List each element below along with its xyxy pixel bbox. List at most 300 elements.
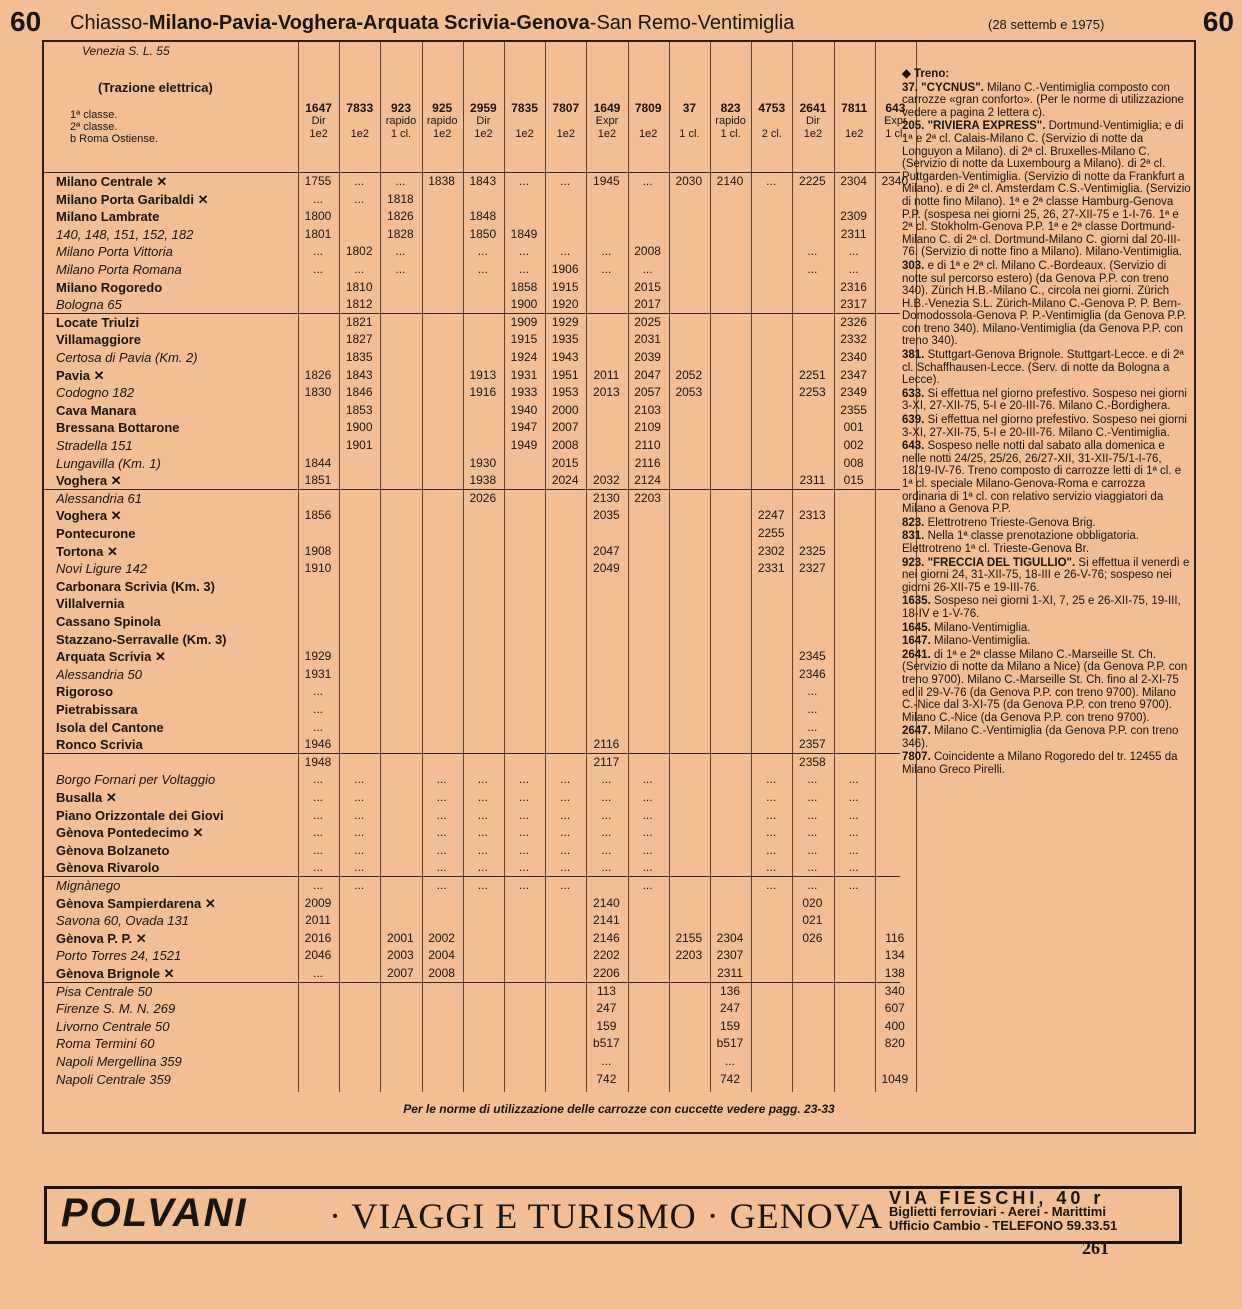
time-cell: ... — [642, 772, 653, 787]
time-cell: ... — [642, 262, 653, 276]
time-cell: 2140 — [593, 895, 620, 910]
time-cell: ... — [560, 174, 571, 188]
train-note — [902, 82, 1192, 120]
time-cell: 2047 — [634, 367, 661, 382]
train-type: Expr — [884, 115, 907, 127]
ad-address-street: VIA FIESCHI, 40 r — [889, 1188, 1105, 1208]
station-name: Pietrabissara — [56, 702, 138, 717]
time-cell: ... — [807, 262, 818, 276]
train-note-label: 1635. — [902, 595, 934, 608]
train-note — [902, 649, 1192, 725]
time-cell: 2357 — [799, 737, 826, 752]
time-cell: 2052 — [675, 367, 703, 382]
time-cell: 1931 — [304, 666, 332, 681]
time-cell: 1821 — [345, 314, 373, 329]
timetable-date: (28 settemb e 1975) — [988, 17, 1105, 32]
time-cell: 2355 — [840, 402, 867, 417]
train-column-header — [504, 102, 545, 141]
time-cell: ... — [642, 174, 653, 188]
station-name: Codogno 182 — [56, 385, 135, 401]
train-num: 7833 — [346, 101, 374, 115]
legend-title: (Trazione elettrica) — [98, 80, 213, 95]
time-cell: 1940 — [510, 402, 538, 417]
train-note-label: 823. — [902, 516, 928, 529]
time-cell: 1908 — [304, 543, 332, 558]
time-cell: 742 — [596, 1071, 617, 1086]
ad-line-3: Ufficio Cambio - TELEFONO 59.33.51 — [889, 1218, 1118, 1233]
train-cls: 1e2 — [515, 128, 534, 140]
time-cell: 2007 — [551, 420, 579, 435]
time-cell: 2035 — [593, 508, 620, 523]
time-cell: ... — [848, 825, 859, 840]
time-cell: 2311 — [717, 966, 743, 980]
title-part-bold: Milano-Pavia-Voghera-Arquata Scrivia-Genova — [148, 12, 590, 34]
station-name: Milano Porta Romana — [56, 262, 182, 277]
train-num: 1649 — [593, 101, 621, 115]
station-name: Alessandria 61 — [56, 490, 142, 506]
time-cell: ... — [312, 684, 323, 699]
time-cell: 2251 — [799, 367, 826, 382]
page-footer-number: 261 — [1082, 1238, 1109, 1258]
time-cell: 1843 — [469, 174, 497, 188]
time-cell: ... — [766, 174, 777, 188]
train-type — [834, 115, 875, 128]
time-cell: ... — [477, 262, 488, 276]
train-cls: 1e2 — [474, 128, 493, 140]
time-cell: 2030 — [675, 174, 703, 188]
train-column-header — [586, 102, 627, 141]
time-cell: 2340 — [881, 174, 909, 188]
station-name: Bologna 65 — [56, 297, 122, 313]
time-cell: 2016 — [304, 930, 332, 945]
time-cell: 134 — [884, 948, 905, 963]
time-cell: 1849 — [510, 226, 538, 241]
time-cell: ... — [601, 772, 612, 787]
time-cell: ... — [642, 807, 653, 822]
ad-brand: POLVANI — [61, 1191, 248, 1235]
time-cell: 2349 — [840, 385, 867, 400]
time-cell: ... — [807, 807, 818, 822]
train-num: 7809 — [634, 101, 662, 115]
train-note-text: Coincidente a Milano Rogoredo del tr. 12455 da Milano Greco Pirelli. — [902, 751, 1178, 777]
time-cell: 2206 — [593, 966, 620, 980]
station-name: Pontecurone — [56, 526, 136, 541]
legend-line: b Roma Ostiense. — [70, 133, 159, 145]
time-cell: ... — [312, 191, 323, 206]
station-name: Milano Porta Garibaldi ✕ — [56, 191, 209, 207]
time-cell: 1830 — [304, 385, 332, 400]
station-name: Milano Lambrate — [56, 209, 160, 225]
time-cell: 1946 — [304, 737, 332, 752]
time-cell: 1901 — [345, 438, 373, 452]
train-type: rapido — [426, 115, 458, 127]
time-cell: ... — [560, 860, 571, 875]
train-note-label: 37. "CYCNUS". — [902, 81, 988, 94]
time-cell: 2203 — [675, 948, 703, 963]
time-cell: ... — [518, 772, 529, 787]
train-note-text: Si effettua il venerdì e nei giorni 24, 31-XII-75, 18-III e 26-V-76; sospeso nei giorni 26-XII-75 e 19-III-76. — [902, 556, 1190, 594]
section-rule — [44, 489, 900, 490]
station-name: Porto Torres 24, 1521 — [56, 948, 182, 964]
time-cell: 2007 — [387, 966, 414, 980]
train-num: 823 — [720, 101, 741, 115]
time-cell: ... — [642, 825, 653, 840]
time-cell: 2017 — [634, 297, 661, 312]
station-name: Rigoroso — [56, 684, 114, 700]
time-cell: 2255 — [757, 526, 785, 540]
station-name: 140, 148, 151, 152, 182 — [56, 226, 194, 242]
time-cell: ... — [848, 772, 859, 787]
train-column-header — [422, 102, 463, 141]
time-cell: 1851 — [304, 473, 332, 488]
time-cell: ... — [518, 262, 529, 276]
station-name: Savona 60, Ovada 131 — [56, 913, 189, 929]
time-cell: 2146 — [593, 930, 620, 945]
time-cell: ... — [642, 842, 653, 857]
station-name: Lungavilla (Km. 1) — [56, 455, 161, 471]
time-cell: 1913 — [469, 367, 497, 382]
time-cell: 002 — [843, 438, 864, 452]
page-header — [10, 6, 1234, 38]
train-note-label: 831. — [902, 530, 928, 543]
train-note-text: Si effettua nel giorno prefestivo. Sospeso nei giorni 3-XI, 27-XII-75, 5-I e 20-III-76. Milano C.-Bordighera. — [902, 387, 1187, 413]
time-cell: 1900 — [345, 420, 373, 435]
train-type: Dir — [311, 115, 326, 127]
station-name: Stazzano-Serravalle (Km. 3) — [56, 631, 227, 647]
time-cell: ... — [560, 878, 571, 892]
time-cell: ... — [724, 1054, 735, 1068]
station-name: Bressana Bottarone — [56, 420, 180, 436]
time-cell: ... — [601, 1054, 612, 1068]
train-cls: 1e2 — [309, 128, 328, 140]
train-note-label: 643. — [902, 440, 928, 453]
time-cell: 1930 — [469, 455, 497, 470]
time-cell: ... — [560, 772, 571, 787]
time-cell: ... — [477, 807, 488, 822]
time-cell: ... — [312, 807, 323, 822]
time-cell: ... — [354, 262, 365, 276]
train-column-header — [298, 102, 339, 141]
station-name: Certosa di Pavia (Km. 2) — [56, 350, 198, 365]
train-type — [339, 115, 380, 128]
time-cell: 2025 — [634, 314, 661, 329]
train-note-text: Milano-Ventimiglia. — [933, 621, 1031, 634]
station-name: Locate Triulzi — [56, 314, 140, 330]
time-cell: ... — [642, 878, 653, 892]
time-cell: 1828 — [387, 226, 414, 241]
train-note-label: 381. — [902, 349, 928, 362]
time-cell: 1826 — [304, 367, 332, 382]
time-cell: 2311 — [799, 473, 826, 488]
time-cell: ... — [477, 790, 488, 804]
train-note-label: 205. "RIVIERA EXPRESS". — [902, 120, 1049, 133]
station-name: Busalla ✕ — [56, 790, 117, 805]
station-name: Gènova Sampierdarena ✕ — [56, 895, 216, 911]
station-name: Pavia ✕ — [56, 367, 105, 383]
train-type — [751, 115, 792, 128]
time-cell: 607 — [884, 1001, 905, 1016]
time-cell: 1900 — [510, 297, 538, 312]
train-cls: 1 cl. — [390, 128, 412, 140]
time-cell: 1915 — [510, 332, 538, 347]
time-cell: 2013 — [593, 385, 620, 400]
time-cell: ... — [312, 966, 323, 980]
column-divider — [463, 42, 464, 1092]
time-cell: 820 — [884, 1036, 905, 1051]
time-cell: 1800 — [304, 209, 332, 224]
time-cell: ... — [395, 174, 406, 188]
train-num: 37 — [682, 101, 697, 115]
time-cell: 1826 — [387, 209, 414, 224]
time-cell: ... — [518, 825, 529, 840]
train-cls: 1e2 — [556, 128, 575, 140]
page-number-right: 60 — [1202, 6, 1234, 37]
time-cell: 2003 — [387, 948, 414, 963]
time-cell: ... — [354, 878, 365, 892]
time-cell: 1931 — [510, 367, 538, 382]
train-note — [902, 414, 1192, 439]
time-cell: 2347 — [840, 367, 867, 382]
time-cell: 1945 — [593, 174, 620, 188]
time-cell: 116 — [885, 930, 905, 945]
train-type: rapido — [715, 115, 746, 127]
train-column-header — [545, 102, 586, 141]
time-cell: 2326 — [840, 314, 867, 329]
time-cell: 1920 — [551, 297, 579, 312]
section-rule — [44, 172, 900, 173]
time-cell: ... — [807, 825, 818, 840]
train-note-text: Nella 1ª classe prenotazione obbligatoria. Elettrotreno 1ª cl. Trieste-Genova Br. — [902, 530, 1139, 555]
train-note-text: Milano-Ventimiglia. — [933, 635, 1031, 648]
station-name: Carbonara Scrivia (Km. 3) — [56, 578, 215, 594]
train-type: Dir — [476, 115, 491, 127]
time-cell: 159 — [719, 1018, 741, 1033]
station-name: Milano Rogoredo — [56, 279, 163, 295]
time-cell: 2225 — [799, 174, 826, 188]
time-cell: ... — [312, 719, 323, 734]
time-cell: ... — [601, 825, 612, 840]
section-rule — [44, 876, 900, 877]
train-cls: 1 cl. — [885, 128, 906, 140]
train-cls: 1 cl. — [720, 128, 741, 140]
train-num: 2959 — [470, 101, 497, 115]
time-cell: 2313 — [799, 508, 826, 523]
time-cell: ... — [642, 860, 653, 875]
time-cell: ... — [601, 860, 612, 875]
time-cell: ... — [436, 790, 447, 804]
time-cell: b517 — [716, 1036, 744, 1051]
time-cell: ... — [560, 244, 571, 259]
time-cell: 2039 — [634, 350, 661, 364]
time-cell: 2130 — [593, 490, 620, 505]
time-cell: 001 — [843, 420, 864, 435]
ad-tagline: · VIAGGI E TURISMO · GENOVA — [329, 1196, 883, 1236]
time-cell: ... — [436, 772, 447, 787]
time-cell: ... — [518, 878, 529, 892]
train-column-header — [710, 102, 751, 141]
time-cell: 2253 — [799, 385, 826, 400]
time-cell: 1909 — [510, 314, 538, 329]
train-note — [902, 635, 1192, 648]
train-type — [669, 115, 710, 128]
time-cell: 1929 — [304, 649, 332, 664]
station-name: Novi Ligure 142 — [56, 561, 148, 577]
time-cell: 2031 — [634, 332, 661, 347]
time-cell: 2325 — [799, 543, 826, 558]
time-cell: 2346 — [799, 666, 826, 681]
time-cell: 1838 — [428, 174, 455, 188]
time-cell: 159 — [596, 1018, 617, 1033]
station-name: Villamaggiore — [56, 332, 142, 348]
train-type: rapido — [385, 115, 417, 127]
train-cls: 1e2 — [350, 128, 369, 140]
time-cell: ... — [477, 878, 488, 892]
train-note — [902, 595, 1192, 620]
time-cell: 2247 — [757, 508, 785, 523]
train-type: Expr — [595, 115, 619, 127]
train-num: 925 — [432, 101, 453, 115]
train-num: 7811 — [841, 101, 868, 115]
time-cell: 1802 — [345, 244, 373, 259]
time-cell: ... — [312, 878, 323, 892]
train-note-text: Sospeso nelle notti dal sabato alla domenica e nelle notti 24/25, 25/26, 26/27-XII, 31-XII-75/1-I-76, 18/19-IV-76. Treno composto di carrozze letti di 1ª cl. e 1ª cl. speciale Milano-Genova-Roma e carrozza ordinaria di 1ª cl. con relativo servizio viaggiatori da Milano a Genova P.P. — [902, 440, 1182, 516]
time-cell: 1929 — [551, 314, 579, 329]
time-cell: 2009 — [304, 895, 332, 910]
train-type: Dir — [805, 115, 821, 127]
time-cell: 138 — [884, 966, 905, 980]
time-cell: 2032 — [593, 473, 620, 488]
time-cell: 1848 — [469, 209, 497, 224]
train-cls: 1e2 — [845, 128, 864, 140]
station-name: Isola del Cantone — [56, 719, 164, 735]
station-name: Mignànego — [56, 878, 121, 893]
time-cell: 247 — [596, 1001, 617, 1016]
time-cell: 1906 — [551, 262, 579, 276]
time-cell: ... — [601, 262, 612, 276]
train-note — [902, 120, 1192, 259]
station-name: Gènova Rivarolo — [56, 860, 160, 876]
time-cell: ... — [312, 790, 323, 804]
time-cell: 2155 — [675, 930, 703, 945]
train-note — [902, 725, 1192, 750]
time-cell: 2141 — [593, 913, 620, 928]
time-cell: ... — [477, 825, 488, 840]
time-cell: ... — [518, 174, 529, 188]
station-name: Livorno Centrale 50 — [56, 1018, 170, 1034]
time-cell: ... — [477, 772, 488, 787]
train-note — [902, 388, 1192, 413]
time-cell: 2124 — [634, 473, 661, 488]
time-cell: 026 — [802, 930, 823, 945]
time-cell: 1812 — [345, 297, 373, 312]
train-note — [902, 751, 1192, 776]
time-cell: 2015 — [634, 279, 661, 294]
time-cell: 2331 — [757, 561, 785, 576]
time-cell: 2358 — [799, 754, 826, 769]
station-name: Roma Termini 60 — [56, 1036, 155, 1052]
time-cell: 2304 — [840, 174, 867, 188]
time-cell: ... — [848, 244, 859, 259]
time-cell: ... — [848, 262, 859, 276]
time-cell: ... — [354, 174, 365, 188]
time-cell: ... — [807, 719, 818, 734]
train-note — [902, 557, 1192, 595]
train-note-label: 639. — [902, 414, 928, 427]
time-cell: ... — [354, 825, 365, 840]
time-cell: ... — [807, 860, 818, 875]
station-name: Milano Centrale ✕ — [56, 174, 168, 189]
train-cls: 2 cl. — [761, 128, 782, 140]
time-cell: ... — [601, 244, 612, 259]
time-cell: 1755 — [304, 174, 332, 188]
train-note — [902, 530, 1192, 555]
time-cell: ... — [354, 807, 365, 822]
station-name: Voghera ✕ — [56, 508, 122, 524]
column-divider — [545, 42, 546, 1092]
time-cell: ... — [518, 790, 529, 804]
time-cell: 2004 — [428, 948, 455, 963]
time-cell: 2307 — [716, 948, 744, 963]
time-cell: 247 — [719, 1001, 741, 1016]
train-note-label: 923. "FRECCIA DEL TIGULLIO". — [902, 556, 1079, 569]
time-cell: 136 — [719, 983, 741, 998]
train-note-text: di 1ª e 2ª classe Milano C.-Marseille St. Ch. (Servizio di notte da Milano a Nice) (da Genova P.P. con treno 9700). Milano C.-Marseille St. Ch. fino al 2-XI-75 ed il 29-V-76 (da Genova P.P. con treno 9700). Milano C.-Nice dal 3-XI-75 (da Genova P.P. con treno 9700). Milano C.-Nice (da Genova P.P. con treno 9700). — [902, 648, 1188, 724]
train-cls: 1 cl. — [679, 128, 700, 140]
ad-line-2: Biglietti ferroviari - Aerei - Marittimi — [889, 1204, 1106, 1219]
time-cell: ... — [477, 244, 488, 259]
time-cell: 2345 — [799, 649, 826, 664]
time-cell: ... — [560, 842, 571, 857]
time-cell: ... — [395, 262, 406, 276]
train-note-label: 303. — [902, 259, 928, 272]
time-cell: ... — [518, 842, 529, 857]
time-cell: 2116 — [634, 455, 661, 470]
time-cell: 1853 — [345, 402, 373, 417]
train-column-header — [380, 102, 421, 141]
time-cell: 2117 — [593, 754, 620, 769]
time-cell: ... — [518, 244, 529, 259]
time-cell: 1818 — [387, 191, 414, 206]
time-cell: ... — [560, 790, 571, 804]
station-name: Gènova P. P. ✕ — [56, 930, 147, 946]
legend-top-row: Venezia S. L. 55 — [82, 44, 170, 58]
station-name: Cassano Spinola — [56, 614, 161, 629]
train-note-text: Si effettua nel giorno prefestivo. Sospeso nei giorni 3-XI, 27-XII-75, 5-I e 20-III-76. Milano C.-Ventimiglia. — [902, 414, 1187, 439]
train-note — [902, 440, 1192, 516]
train-note — [902, 349, 1192, 387]
time-cell: ... — [601, 807, 612, 822]
timetable-frame — [42, 40, 1196, 1134]
time-cell: ... — [477, 842, 488, 857]
time-cell: ... — [766, 772, 777, 787]
time-cell: ... — [848, 842, 859, 857]
station-name: Tortona ✕ — [56, 543, 118, 559]
time-cell: 1951 — [551, 367, 579, 382]
train-note-label: 633. — [902, 387, 928, 400]
station-name: Ronco Scrivia — [56, 737, 143, 753]
time-cell: 2001 — [387, 930, 414, 945]
time-cell: 2316 — [840, 279, 867, 294]
time-cell: 1843 — [345, 367, 373, 382]
station-name: Gènova Pontedecimo ✕ — [56, 825, 204, 841]
time-cell: ... — [436, 825, 447, 840]
station-name: Alessandria 50 — [56, 666, 142, 682]
train-note-text: Milano C.-Ventimiglia (da Genova P.P. con treno 346). — [902, 725, 1179, 750]
train-num: 923 — [390, 101, 411, 115]
cuccette-footnote: Per le norme di utilizzazione delle carrozze con cuccette vedere pagg. 23-33 — [403, 1102, 835, 1116]
station-name: Arquata Scrivia ✕ — [56, 649, 166, 665]
time-cell: 2024 — [551, 473, 579, 488]
